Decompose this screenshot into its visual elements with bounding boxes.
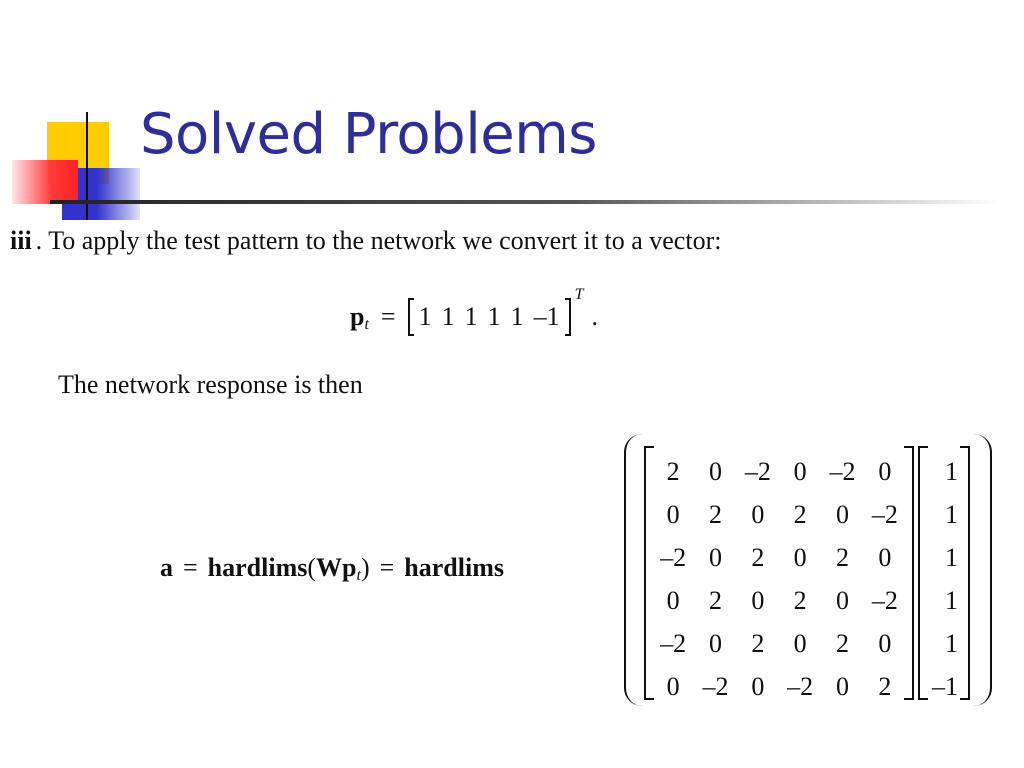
intro-text: [10, 226, 721, 256]
logo-red-square: [12, 160, 78, 204]
matrix-cell: 2: [793, 586, 807, 615]
matrix-cell: 0: [878, 629, 892, 658]
problem-marker: iii: [10, 226, 32, 255]
matrix-cell: 0: [878, 543, 892, 572]
vector-element: 1: [464, 302, 478, 331]
matrix-cell: 0: [666, 672, 680, 701]
eq2-open-paren: (: [307, 553, 317, 582]
vector-cell: 1: [945, 586, 958, 615]
test-pattern-equation: [350, 286, 598, 334]
eq1-subscript: t: [364, 316, 369, 333]
matrix-cell: 2: [708, 500, 722, 529]
eq2-equals-1: =: [183, 553, 198, 582]
vector-cell: 1: [945, 457, 958, 486]
vector-element: 1: [510, 302, 524, 331]
left-parenthesis: [624, 434, 644, 706]
eq2-func-2: hardlims: [404, 553, 504, 582]
matrix-cell: 0: [666, 586, 680, 615]
matrix-cell: 2: [793, 500, 807, 529]
response-text: The network response is then: [58, 370, 363, 399]
matrix-cell: 0: [793, 629, 807, 658]
matrix-cell: 2: [708, 586, 722, 615]
matrix-cell: –2: [660, 543, 687, 572]
vector-cell: 1: [945, 543, 958, 572]
intro-sentence: . To apply the test pattern to the network we convert it to a vector:: [35, 226, 722, 255]
matrix-cell: –2: [871, 586, 898, 615]
matrix-cell: 0: [835, 500, 849, 529]
title-divider: [50, 200, 1000, 204]
input-vector: [918, 446, 970, 700]
matrix-cell: –2: [744, 457, 771, 486]
eq1-variable: p: [350, 302, 365, 331]
eq1-transpose: T: [574, 286, 584, 303]
matrix-cell: –2: [829, 457, 856, 486]
matrix-cell: 0: [793, 457, 807, 486]
matrix-cell: 0: [835, 586, 849, 615]
eq1-equals: =: [380, 302, 396, 331]
matrix-cell: 2: [835, 543, 849, 572]
vector-cell: 1: [945, 500, 958, 529]
vector-cell: –1: [932, 672, 958, 701]
eq2-close-paren: ): [360, 553, 370, 582]
eq2-arg-subscript: t: [356, 567, 361, 584]
matrix-cell: 0: [708, 457, 722, 486]
vector-element: 1: [441, 302, 455, 331]
vector-element: 1: [487, 302, 501, 331]
response-equation: [160, 553, 504, 583]
matrix-cell: –2: [787, 672, 814, 701]
matrix-cell: 0: [708, 629, 722, 658]
weight-matrix: [644, 446, 914, 700]
matrix-cell: 0: [878, 457, 892, 486]
matrix-cell: 2: [878, 672, 892, 701]
slide-title: Solved Problems: [140, 102, 597, 167]
matrix-cell: 0: [666, 500, 680, 529]
matrix-cell: 0: [708, 543, 722, 572]
eq2-equals-2: =: [379, 553, 395, 582]
matrix-cell: 0: [751, 672, 765, 701]
matrix-cell: 0: [751, 586, 765, 615]
test-vector: [408, 300, 571, 334]
matrix-cell: 2: [835, 629, 849, 658]
vector-cell: 1: [945, 629, 958, 658]
matrix-cell: 2: [751, 629, 765, 658]
right-parenthesis: [972, 434, 992, 706]
eq2-arg: Wp: [316, 553, 357, 582]
eq2-lhs: a: [160, 553, 173, 582]
matrix-cell: 2: [751, 543, 765, 572]
matrix-cell: –2: [702, 672, 729, 701]
slide-logo: [0, 0, 160, 230]
matrix-cell: 0: [793, 543, 807, 572]
matrix-cell: 0: [751, 500, 765, 529]
matrix-cell: 2: [666, 457, 680, 486]
eq1-period: .: [591, 302, 598, 331]
vector-element: –1: [533, 302, 560, 331]
matrix-cell: –2: [660, 629, 687, 658]
eq2-func-1: hardlims: [207, 553, 308, 582]
matrix-cell: 0: [835, 672, 849, 701]
matrix-cell: –2: [871, 500, 898, 529]
vector-element: 1: [418, 302, 432, 331]
